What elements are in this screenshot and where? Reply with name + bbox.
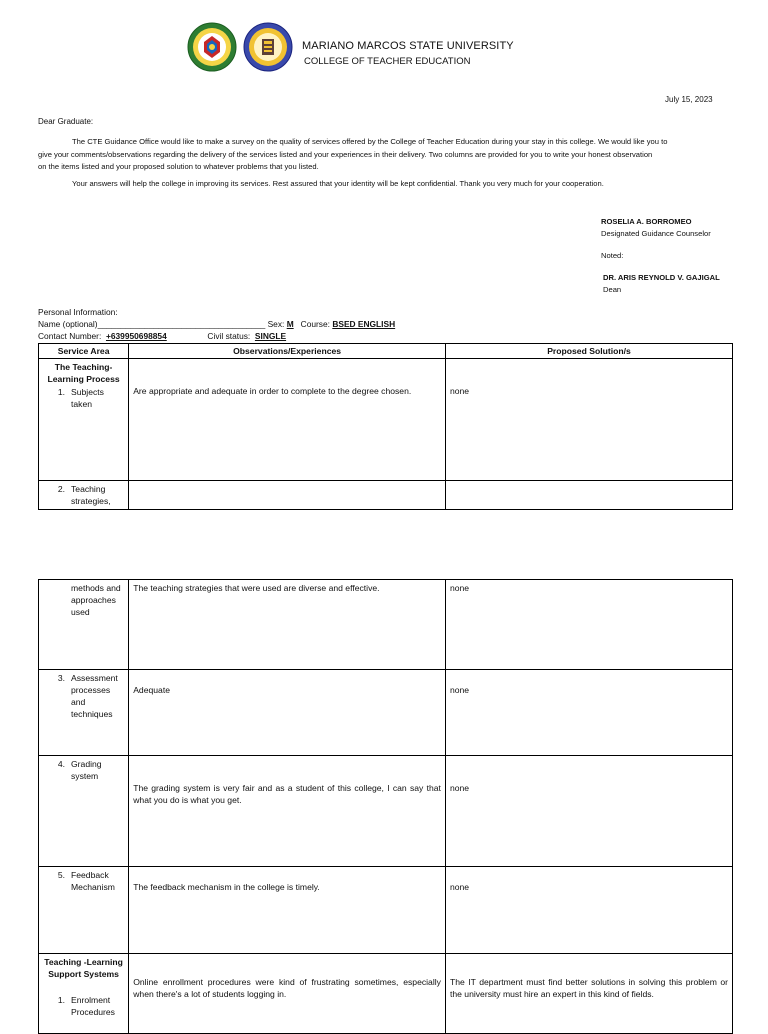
cte-seal-logo <box>243 22 293 72</box>
service-area-label: methods and approaches used <box>71 583 121 618</box>
solution-cell: none <box>445 359 732 481</box>
civil-status-value: SINGLE <box>254 331 287 341</box>
sex-value: M <box>286 319 294 329</box>
section-heading-line-2: Support Systems <box>48 969 119 980</box>
section-heading-line-2: Learning Process <box>47 374 120 385</box>
table-row <box>39 481 733 510</box>
section-heading-line-1: The Teaching- <box>54 362 113 373</box>
salutation: Dear Graduate: <box>38 117 94 126</box>
letter-paragraph-2: Your answers will help the college in improving its services. Rest assured that your identity will be kept confidential. Thank you very much for your cooperation. <box>72 179 604 188</box>
section-heading-line-1: Teaching -Learning <box>44 957 123 967</box>
solution-cell: none <box>445 580 732 670</box>
observation-cell: The feedback mechanism in the college is timely. <box>129 867 446 954</box>
service-area-label: Enrolment Procedures <box>71 995 115 1018</box>
solution-cell: none <box>445 670 732 756</box>
personal-info-heading: Personal Information: <box>38 307 118 317</box>
solution-cell: none <box>445 867 732 954</box>
observation-cell: The grading system is very fair and as a student of this college, I can say that what you do is what you get. <box>129 756 446 867</box>
counselor-name: ROSELIA A. BORROMEO <box>601 217 692 226</box>
solution-cell <box>445 481 732 510</box>
item-number: 2. <box>57 484 65 495</box>
solution-cell: none <box>445 756 732 867</box>
table-row <box>39 756 733 867</box>
survey-table-part-1 <box>38 343 733 510</box>
table-header-row <box>39 344 733 359</box>
item-number <box>43 582 71 618</box>
item-number: 1. <box>57 995 65 1006</box>
service-area-label: Feedback Mechanism <box>71 870 115 893</box>
letter-date: July 15, 2023 <box>665 95 713 104</box>
counselor-title: Designated Guidance Counselor <box>601 229 711 238</box>
university-name: MARIANO MARCOS STATE UNIVERSITY <box>302 40 514 52</box>
paragraph-1-line-1: The CTE Guidance Office would like to make a survey on the quality of services offered by the College of Teacher Education during your stay in this college. We would like you to <box>72 137 668 146</box>
personal-info-line-2 <box>38 331 286 343</box>
observation-cell: Are appropriate and adequate in order to complete to the degree chosen. <box>129 359 446 481</box>
observation-cell: Adequate <box>129 670 446 756</box>
mmsu-seal-logo <box>187 22 237 72</box>
service-area-label: Subjects taken <box>71 387 104 410</box>
service-area-label: Assessment processes and techniques <box>71 673 118 720</box>
dean-title: Dean <box>603 285 622 294</box>
letter-paragraph-1 <box>38 136 738 174</box>
header-service-area: Service Area <box>39 344 129 359</box>
course-value: BSED ENGLISH <box>332 319 396 329</box>
header-observations: Observations/Experiences <box>129 344 446 359</box>
noted-label: Noted: <box>601 251 624 260</box>
contact-value: +639950698854 <box>105 331 167 341</box>
item-number: 3. <box>57 673 65 683</box>
solution-cell: The IT department must find better solutions in solving this problem or the university must hire an expert in this kind of fields. <box>445 954 732 1034</box>
table-row <box>39 670 733 756</box>
service-area-label: Grading system <box>71 759 102 782</box>
name-field: Name (optional)____________________________________ <box>38 319 266 329</box>
survey-table-part-2 <box>38 579 733 1034</box>
section-heading-support-systems <box>43 956 124 980</box>
service-area-label: Teaching strategies, <box>71 484 111 507</box>
civil-status-label: Civil status: <box>207 331 251 341</box>
table-row <box>39 580 733 670</box>
sex-label: Sex: <box>267 319 285 329</box>
personal-info-line-1 <box>38 319 395 331</box>
observation-cell: The teaching strategies that were used are diverse and effective. <box>129 580 446 670</box>
header-proposed-solutions: Proposed Solution/s <box>445 344 732 359</box>
paragraph-1-line-2: give your comments/observations regarding the delivery of the services listed and your experiences in their delivery. Two columns are provided for you to write your honest observation <box>38 149 653 159</box>
dean-name: DR. ARIS REYNOLD V. GAJIGAL <box>603 273 720 282</box>
table-row <box>39 359 733 481</box>
item-number: 1. <box>57 387 65 398</box>
item-number: 5. <box>57 870 65 880</box>
section-heading-teaching-learning <box>43 361 124 385</box>
observation-cell <box>129 481 446 510</box>
table-row <box>39 954 733 1034</box>
table-row <box>39 867 733 954</box>
college-name: COLLEGE OF TEACHER EDUCATION <box>304 56 471 67</box>
course-label: Course: <box>300 319 330 329</box>
paragraph-1-line-3: on the items listed and your proposed solution to whatever problems that you listed. <box>38 162 319 172</box>
observation-cell: Online enrollment procedures were kind of frustrating sometimes, especially when there's a lot of students logging in. <box>129 954 446 1034</box>
item-number: 4. <box>57 759 65 769</box>
contact-label: Contact Number: <box>38 331 102 341</box>
